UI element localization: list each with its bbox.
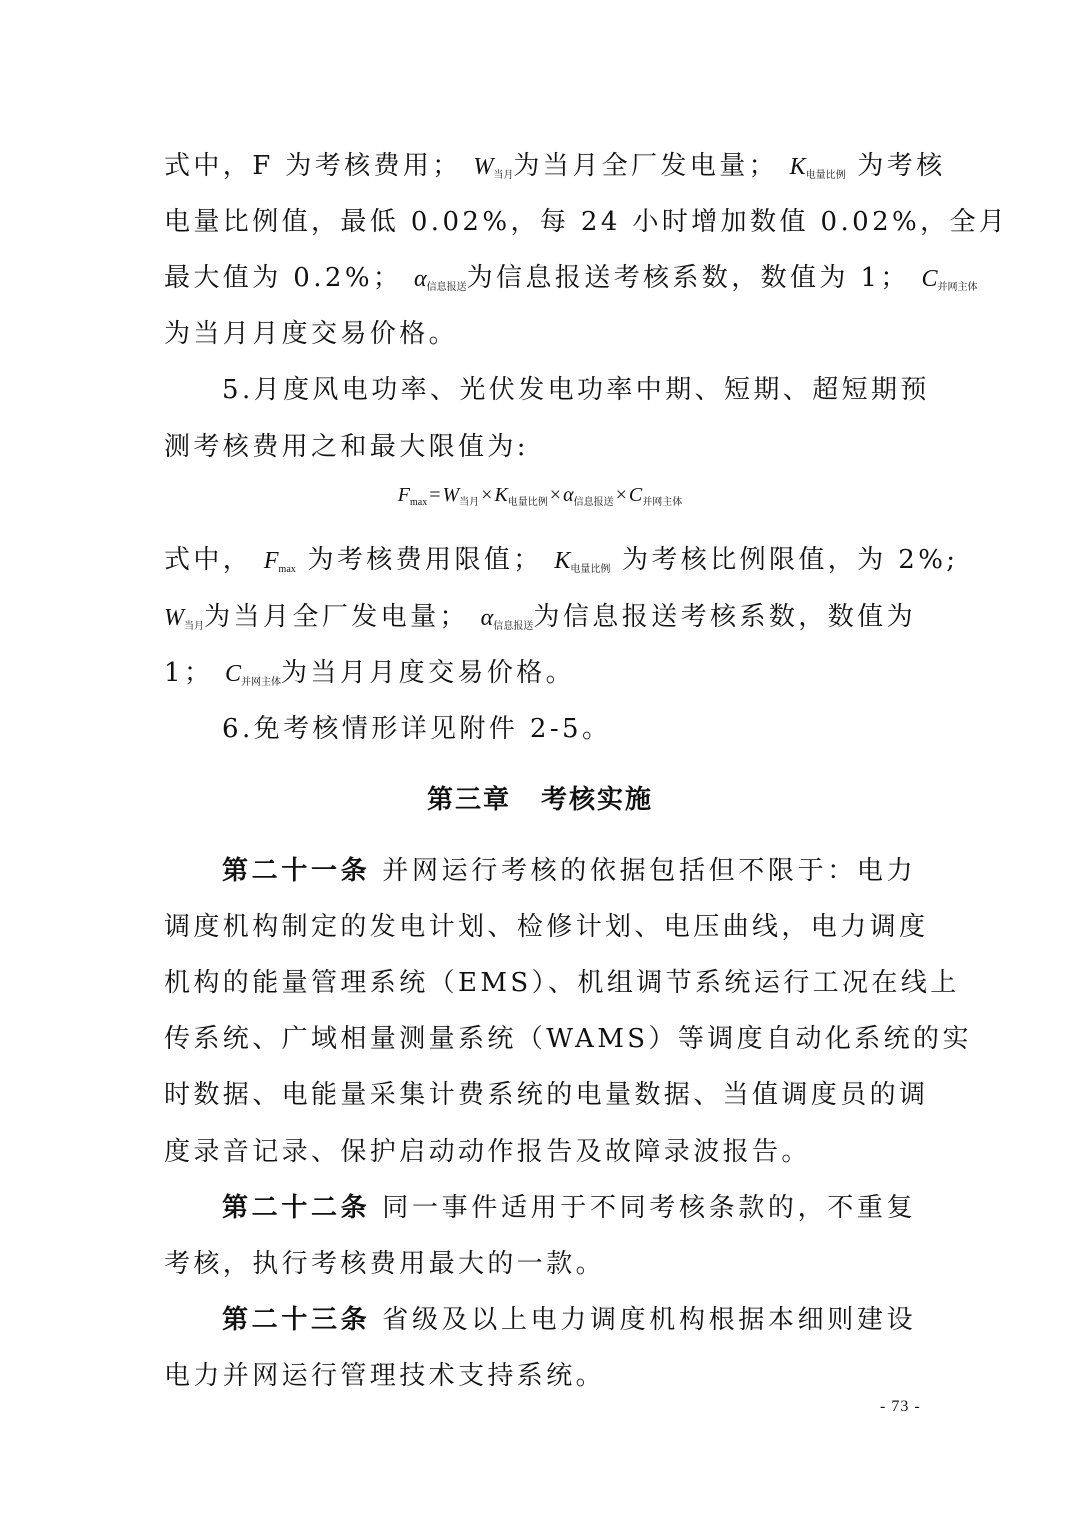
fmax-symbol: $F_{max}$	[263, 548, 296, 575]
para2-line3: 1； $C_{并网主体}$为当月月度交易价格。	[164, 658, 576, 688]
para1-line1: 式中，F 为考核费用； $W_{当月}$为当月全厂发电量； $K_{电量比例}$ 为考核	[164, 151, 946, 181]
art21-line3: 机构的能量管理系统（EMS）、机组调节系统运行工况在线上	[164, 968, 960, 998]
k-symbol: $K_{电量比例}$	[554, 548, 611, 575]
para1-line2: 电量比例值，最低 0.02%，每 24 小时增加数值 0.02%，全月	[164, 207, 1009, 237]
k-symbol: $K_{电量比例}$	[789, 154, 846, 181]
art22-line1: 第二十二条 同一事件适用于不同考核条款的，不重复	[222, 1193, 916, 1223]
alpha-symbol: $\alpha_{信息报送}$	[480, 605, 534, 632]
item5-line2: 测考核费用之和最大限值为:	[164, 432, 529, 462]
w-symbol: $W_{当月}$	[473, 154, 514, 181]
para1-line3: 最大值为 0.2%； $\alpha_{信息报送}$为信息报送考核系数，数值为 1； $C_{并网主体}$	[164, 263, 978, 293]
alpha-symbol: $\alpha_{信息报送}$	[414, 266, 467, 293]
w-symbol: $W_{当月}$	[164, 605, 205, 632]
formula: $F_{max} = W_{当月} \times K_{电量比例} \times \alpha_{信息报送} \times C_{并网主体}$	[397, 484, 683, 508]
item6: 6.免考核情形详见附件 2-5。	[222, 714, 612, 744]
art22-line2: 考核，执行考核费用最大的一款。	[164, 1249, 606, 1279]
article-22-label: 第二十二条	[222, 1193, 371, 1223]
page-number: - 73 -	[880, 1398, 921, 1415]
para2-line2: $W_{当月}$为当月全厂发电量； $\alpha_{信息报送}$为信息报送考核系数，数值为	[164, 602, 916, 632]
art21-line5: 时数据、电能量采集计费系统的电量数据、当值调度员的调	[164, 1080, 929, 1110]
art23-line2: 电力并网运行管理技术支持系统。	[164, 1361, 606, 1391]
art21-line2: 调度机构制定的发电计划、检修计划、电压曲线，电力调度	[164, 912, 929, 942]
c-symbol: $C_{并网主体}$	[225, 661, 282, 688]
article-23-label: 第二十三条	[222, 1305, 371, 1335]
para2-line1: 式中， $F_{max}$ 为考核费用限值； $K_{电量比例}$ 为考核比例限值，为 2%;	[164, 545, 959, 575]
chapter-heading: 第三章 考核实施	[426, 785, 654, 815]
art21-line1: 第二十一条 并网运行考核的依据包括但不限于：电力	[222, 856, 916, 886]
item5-line1: 5.月度风电功率、光伏发电功率中期、短期、超短期预	[222, 375, 930, 405]
para1-line4: 为当月月度交易价格。	[164, 319, 459, 349]
art21-line6: 度录音记录、保护启动动作报告及故障录波报告。	[164, 1137, 811, 1167]
c-symbol: $C_{并网主体}$	[921, 266, 978, 293]
art23-line1: 第二十三条 省级及以上电力调度机构根据本细则建设	[222, 1305, 916, 1335]
art21-line4: 传系统、广域相量测量系统（WAMS）等调度自动化系统的实	[164, 1024, 972, 1054]
article-21-label: 第二十一条	[222, 856, 371, 886]
